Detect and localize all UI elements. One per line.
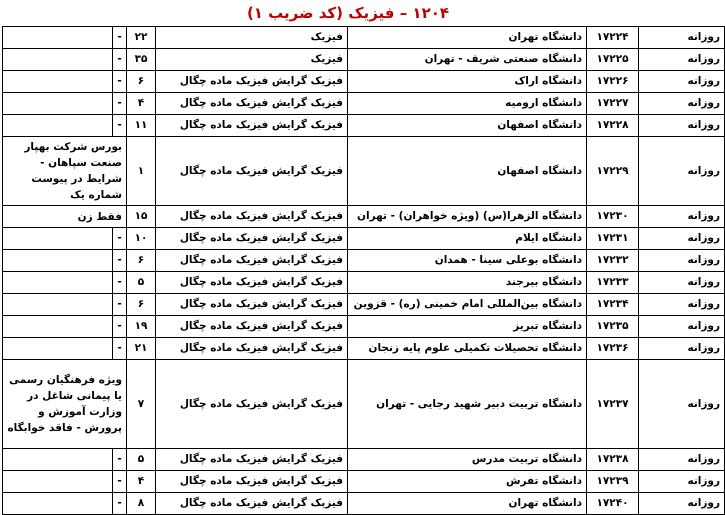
table-row [3, 471, 725, 493]
note-cell [3, 71, 113, 93]
dash-cell: - [113, 228, 127, 250]
field-cell: فیزیک گرایش فیزیک ماده چگال [156, 228, 348, 250]
university-cell: دانشگاه اصفهان [348, 115, 587, 137]
field-cell: فیزیک گرایش فیزیک ماده چگال [156, 137, 348, 206]
table-row [3, 294, 725, 316]
program-code-cell: ۱۷۲۳۵ [587, 316, 639, 338]
note-cell [3, 316, 113, 338]
dash-cell: - [113, 27, 127, 49]
study-type-cell: روزانه [639, 49, 725, 71]
field-cell: فیزیک [156, 49, 348, 71]
field-cell: فیزیک گرایش فیزیک ماده چگال [156, 206, 348, 228]
note-cell [3, 228, 113, 250]
university-cell: دانشگاه اراک [348, 71, 587, 93]
study-type-cell: روزانه [639, 449, 725, 471]
note-cell [3, 471, 113, 493]
study-type-cell: روزانه [639, 471, 725, 493]
university-cell: دانشگاه تهران [348, 493, 587, 515]
capacity-cell: ۱۵ [127, 206, 156, 228]
note-cell [3, 49, 113, 71]
capacity-cell: ۱۱ [127, 115, 156, 137]
note-cell [3, 272, 113, 294]
table-row [3, 338, 725, 360]
field-cell: فیزیک گرایش فیزیک ماده چگال [156, 471, 348, 493]
table-row [3, 115, 725, 137]
study-type-cell: روزانه [639, 493, 725, 515]
field-cell: فیزیک گرایش فیزیک ماده چگال [156, 115, 348, 137]
university-cell: دانشگاه اصفهان [348, 137, 587, 206]
university-cell: دانشگاه ارومیه [348, 93, 587, 115]
dash-cell: - [113, 493, 127, 515]
note-cell [3, 338, 113, 360]
table-row [3, 493, 725, 515]
dash-cell: - [113, 115, 127, 137]
table-row [3, 272, 725, 294]
study-type-cell: روزانه [639, 360, 725, 449]
note-cell [3, 449, 113, 471]
university-cell: دانشگاه تهران [348, 27, 587, 49]
university-cell: دانشگاه تبریز [348, 316, 587, 338]
university-cell: دانشگاه تفرش [348, 471, 587, 493]
university-cell: دانشگاه تربیت مدرس [348, 449, 587, 471]
table-row [3, 137, 725, 206]
university-cell: دانشگاه بین‌المللی امام خمینی (ره) - قزوین [348, 294, 587, 316]
field-cell: فیزیک گرایش فیزیک ماده چگال [156, 250, 348, 272]
study-type-cell: روزانه [639, 250, 725, 272]
note-cell [3, 93, 113, 115]
field-cell: فیزیک گرایش فیزیک ماده چگال [156, 93, 348, 115]
capacity-cell: ۲۲ [127, 27, 156, 49]
capacity-cell: ۴ [127, 471, 156, 493]
field-cell: فیزیک گرایش فیزیک ماده چگال [156, 272, 348, 294]
university-cell: دانشگاه تحصیلات تکمیلی علوم پایه زنجان [348, 338, 587, 360]
note-cell: بورس شرکت بهپار صنعت سپاهان - شرایط در پیوست شماره یک [3, 137, 127, 206]
table-row [3, 49, 725, 71]
field-cell: فیزیک گرایش فیزیک ماده چگال [156, 294, 348, 316]
field-cell: فیزیک گرایش فیزیک ماده چگال [156, 493, 348, 515]
field-cell: فیزیک [156, 27, 348, 49]
study-type-cell: روزانه [639, 115, 725, 137]
program-code-cell: ۱۷۲۲۴ [587, 27, 639, 49]
program-code-cell: ۱۷۲۳۹ [587, 471, 639, 493]
table-row [3, 27, 725, 49]
capacity-cell: ۶ [127, 294, 156, 316]
study-type-cell: روزانه [639, 71, 725, 93]
capacity-cell: ۱۰ [127, 228, 156, 250]
program-code-cell: ۱۷۲۳۲ [587, 250, 639, 272]
dash-cell: - [113, 338, 127, 360]
program-code-cell: ۱۷۲۳۸ [587, 449, 639, 471]
capacity-cell: ۵ [127, 449, 156, 471]
table-row [3, 93, 725, 115]
note-cell [3, 493, 113, 515]
capacity-cell: ۷ [127, 360, 156, 449]
capacity-cell: ۶ [127, 71, 156, 93]
field-cell: فیزیک گرایش فیزیک ماده چگال [156, 316, 348, 338]
capacity-cell: ۵ [127, 272, 156, 294]
study-type-cell: روزانه [639, 137, 725, 206]
dash-cell: - [113, 272, 127, 294]
program-code-cell: ۱۷۲۲۷ [587, 93, 639, 115]
program-code-cell: ۱۷۲۲۶ [587, 71, 639, 93]
university-cell: دانشگاه صنعتی شریف - تهران [348, 49, 587, 71]
study-type-cell: روزانه [639, 228, 725, 250]
capacity-cell: ۱ [127, 137, 156, 206]
note-cell: فقط زن [3, 206, 127, 228]
table-row [3, 360, 725, 449]
program-table [2, 26, 725, 515]
capacity-cell: ۶ [127, 250, 156, 272]
dash-cell: - [113, 250, 127, 272]
field-cell: فیزیک گرایش فیزیک ماده چگال [156, 71, 348, 93]
program-code-cell: ۱۷۲۳۴ [587, 294, 639, 316]
table-row [3, 71, 725, 93]
dash-cell: - [113, 449, 127, 471]
university-cell: دانشگاه تربیت دبیر شهید رجایی - تهران [348, 360, 587, 449]
dash-cell: - [113, 471, 127, 493]
capacity-cell: ۳۵ [127, 49, 156, 71]
capacity-cell: ۱۹ [127, 316, 156, 338]
note-cell [3, 250, 113, 272]
program-code-cell: ۱۷۲۲۹ [587, 137, 639, 206]
field-cell: فیزیک گرایش فیزیک ماده چگال [156, 449, 348, 471]
note-cell [3, 115, 113, 137]
table-row [3, 449, 725, 471]
table-row [3, 250, 725, 272]
note-cell: ویژه فرهنگیان رسمی یا پیمانی شاغل در وزارت آموزش و پرورش - فاقد خوابگاه [3, 360, 127, 449]
dash-cell: - [113, 93, 127, 115]
program-code-cell: ۱۷۲۳۷ [587, 360, 639, 449]
page-title: ۱۲۰۴ – فیزیک (کد ضریب ۱) [246, 4, 450, 22]
study-type-cell: روزانه [639, 294, 725, 316]
capacity-cell: ۲۱ [127, 338, 156, 360]
field-cell: فیزیک گرایش فیزیک ماده چگال [156, 338, 348, 360]
study-type-cell: روزانه [639, 206, 725, 228]
program-code-cell: ۱۷۲۴۰ [587, 493, 639, 515]
table-row [3, 206, 725, 228]
table-row [3, 228, 725, 250]
capacity-cell: ۸ [127, 493, 156, 515]
note-cell [3, 294, 113, 316]
program-code-cell: ۱۷۲۳۳ [587, 272, 639, 294]
study-type-cell: روزانه [639, 316, 725, 338]
dash-cell: - [113, 316, 127, 338]
university-cell: دانشگاه بوعلی سینا - همدان [348, 250, 587, 272]
study-type-cell: روزانه [639, 338, 725, 360]
university-cell: دانشگاه بیرجند [348, 272, 587, 294]
capacity-cell: ۴ [127, 93, 156, 115]
program-code-cell: ۱۷۲۲۸ [587, 115, 639, 137]
dash-cell: - [113, 71, 127, 93]
note-cell [3, 27, 113, 49]
program-code-cell: ۱۷۲۳۰ [587, 206, 639, 228]
program-code-cell: ۱۷۲۳۱ [587, 228, 639, 250]
study-type-cell: روزانه [639, 93, 725, 115]
study-type-cell: روزانه [639, 272, 725, 294]
university-cell: دانشگاه الزهرا(س) (ویژه خواهران) - تهران [348, 206, 587, 228]
program-code-cell: ۱۷۲۳۶ [587, 338, 639, 360]
university-cell: دانشگاه ایلام [348, 228, 587, 250]
dash-cell: - [113, 294, 127, 316]
study-type-cell: روزانه [639, 27, 725, 49]
table-row [3, 316, 725, 338]
program-code-cell: ۱۷۲۲۵ [587, 49, 639, 71]
dash-cell: - [113, 49, 127, 71]
field-cell: فیزیک گرایش فیزیک ماده چگال [156, 360, 348, 449]
